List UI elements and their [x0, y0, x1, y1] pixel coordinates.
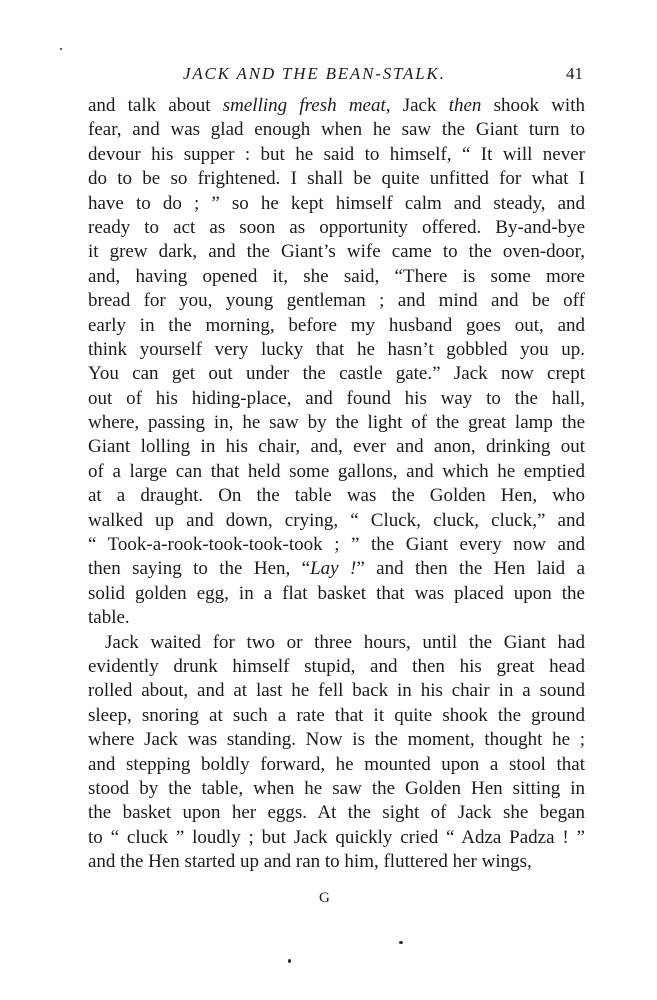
text-run: evidently drunk himself stupid, and then his great head: [88, 655, 585, 677]
body-text: [88, 94, 585, 875]
text-run: table.: [88, 607, 130, 629]
ink-speck: [399, 941, 403, 944]
text-line: [88, 606, 585, 630]
text-run: fear, and was glad enough when he saw the Giant turn to: [88, 119, 585, 141]
text-line: [88, 240, 585, 264]
text-run: Giant lolling in his chair, and, ever and anon, drinking out: [88, 436, 585, 458]
text-line: [88, 850, 585, 874]
text-run: do to be so frightened. I shall be quite unfitted for what I: [88, 168, 585, 190]
text-line: [88, 484, 585, 508]
text-line: [88, 704, 585, 728]
text-run: where Jack was standing. Now is the moment, thought he ;: [88, 729, 585, 751]
text-line: [88, 289, 585, 313]
text-line: [88, 387, 585, 411]
text-run: and, having opened it, she said, “There is some more: [88, 265, 585, 287]
text-run: devour his supper : but he said to himself, “ It will never: [88, 143, 585, 165]
text-line: [88, 801, 585, 825]
text-line: [88, 826, 585, 850]
text-run: have to do ; ” so he kept himself calm and steady, and: [88, 192, 585, 214]
text-run: it grew dark, and the Giant’s wife came to the oven-door,: [88, 241, 585, 263]
text-line: [88, 557, 585, 581]
signature-mark: G: [319, 890, 331, 906]
text-run: and stepping boldly forward, he mounted upon a stool that: [88, 753, 585, 775]
text-run: ” and then the Hen laid a: [356, 558, 586, 580]
text-line: [88, 143, 585, 167]
text-run: then saying to the Hen, “: [88, 558, 311, 580]
text-run: ready to act as soon as opportunity offered. By-and-bye: [88, 216, 585, 238]
text-run: to “ cluck ” loudly ; but Jack quickly cried “ Adza Padza ! ”: [88, 826, 585, 848]
text-line: [88, 167, 585, 191]
text-line: [88, 94, 585, 118]
text-run: stood by the table, when he saw the Golden Hen sitting in: [88, 777, 585, 799]
page-number: 41: [566, 64, 583, 83]
italic-run: then: [448, 95, 482, 116]
text-line: [88, 728, 585, 752]
paragraph: [88, 94, 585, 631]
ink-speck: [288, 959, 291, 963]
paragraph: [88, 631, 585, 875]
page-header: [88, 64, 583, 88]
text-line: [88, 509, 585, 533]
text-run: solid golden egg, in a flat basket that was placed upon the: [88, 582, 585, 604]
text-run: “ Took-a-rook-took-took-took ; ” the Giant every now and: [88, 534, 585, 556]
text-line: [88, 679, 585, 703]
text-line: [88, 777, 585, 801]
text-run: at a draught. On the table was the Golden Hen, who: [88, 485, 585, 507]
running-title: JACK AND THE BEAN-STALK.: [183, 64, 446, 83]
text-line: [88, 411, 585, 435]
text-line: [88, 216, 585, 240]
text-run: Jack: [390, 95, 449, 116]
text-run: where, passing in, he saw by the light of the great lamp the: [88, 412, 585, 434]
text-line: [88, 435, 585, 459]
text-line: [88, 192, 585, 216]
text-line: [88, 362, 585, 386]
italic-run: Lay !: [310, 558, 357, 580]
text-line: [88, 314, 585, 338]
text-line: [88, 338, 585, 362]
text-run: bread for you, young gentleman ; and mind and be off: [88, 290, 585, 312]
text-line: [88, 753, 585, 777]
text-run: and the Hen started up and ran to him, fluttered her wings,: [88, 851, 532, 873]
text-run: early in the morning, before my husband goes out, and: [88, 314, 585, 336]
text-line: [88, 533, 585, 557]
text-run: You can get out under the castle gate.” Jack now crept: [88, 363, 585, 385]
text-line: [88, 265, 585, 289]
text-run: shook with: [481, 95, 585, 116]
text-run: think yourself very lucky that he hasn’t gobbled you up.: [88, 338, 585, 360]
text-run: walked up and down, crying, “ Cluck, cluck, cluck,” and: [88, 509, 585, 531]
italic-run: smelling fresh meat,: [222, 95, 391, 116]
ink-speck: [60, 48, 62, 50]
text-line: [88, 582, 585, 606]
text-line: [88, 118, 585, 142]
text-line: [88, 631, 585, 655]
text-line: [88, 655, 585, 679]
text-run: sleep, snoring at such a rate that it quite shook the ground: [88, 704, 585, 726]
text-run: and talk about: [88, 95, 223, 116]
text-run: Jack waited for two or three hours, until the Giant had: [105, 631, 585, 653]
text-run: rolled about, and at last he fell back in his chair in a sound: [88, 680, 585, 702]
text-run: the basket upon her eggs. At the sight of Jack she began: [88, 802, 585, 824]
text-run: out of his hiding-place, and found his way to the hall,: [88, 387, 585, 409]
text-run: of a large can that held some gallons, and which he emptied: [88, 460, 585, 482]
text-line: [88, 460, 585, 484]
